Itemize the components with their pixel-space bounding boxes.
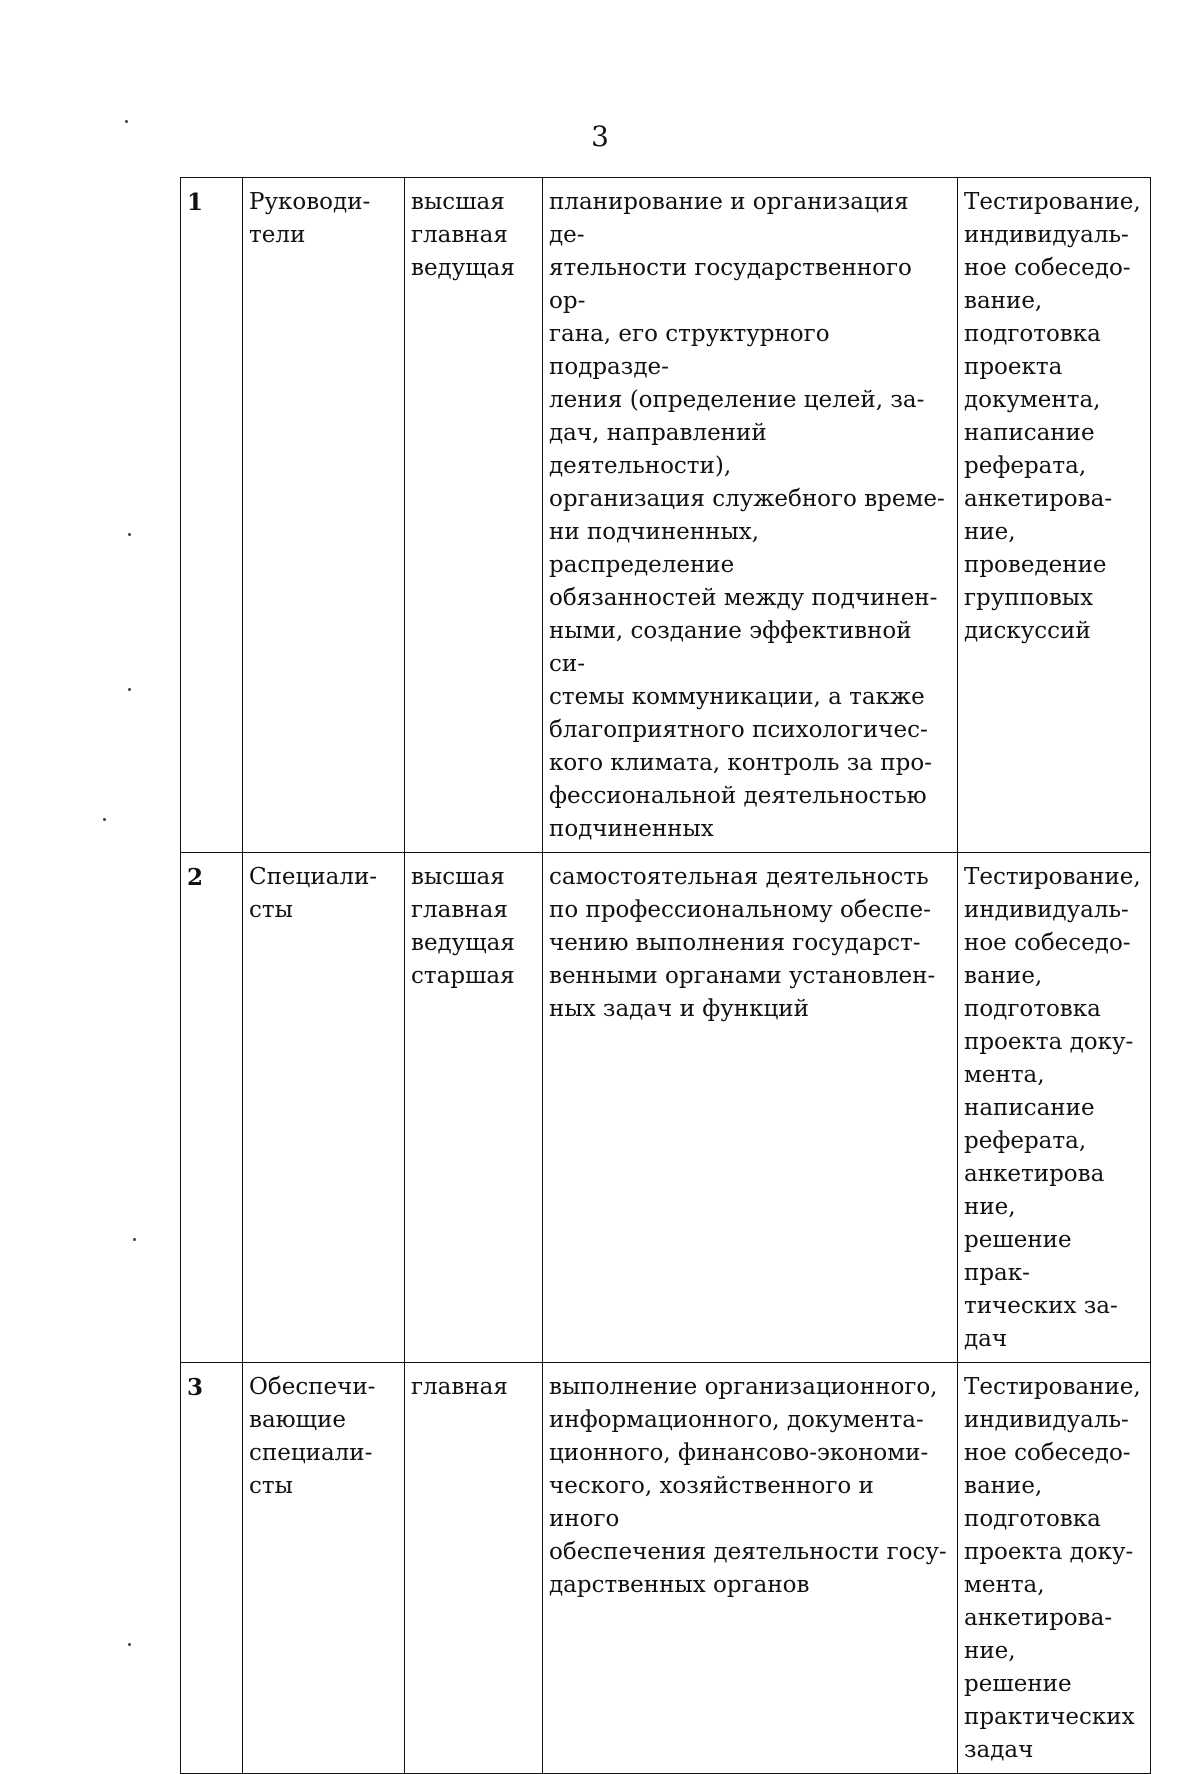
position-categories-cell: высшая главная ведущая старшая (405, 853, 543, 1363)
scan-speck (133, 1238, 136, 1241)
assessment-methods-cell: Тестирование, индивидуаль- ное собеседо- вание, подготовка проекта доку- мента, анкетирова- ние, решение практических задач (958, 1363, 1151, 1774)
position-group-cell: Руководи- тели (243, 178, 405, 853)
functions-cell: выполнение организационного, информационного, документа- ционного, финансово-экономи- ческого, хозяйственного и иного обеспечения деятельности госу- дарственных органов (543, 1363, 958, 1774)
row-number-cell: 3 (181, 1363, 243, 1774)
table-row (181, 1363, 1151, 1774)
scan-speck (128, 688, 131, 691)
position-categories-cell: главная (405, 1363, 543, 1774)
functions-cell: самостоятельная деятельность по профессиональному обеспе- чению выполнения государст- венными органами установлен- ных задач и функций (543, 853, 958, 1363)
scan-speck (128, 1643, 131, 1646)
position-categories-cell: высшая главная ведущая (405, 178, 543, 853)
position-group-cell: Специали- сты (243, 853, 405, 1363)
assessment-methods-cell: Тестирование, индивидуаль- ное собеседо- вание, подготовка проекта документа, написание реферата, анкетирова- ние, проведение групповых дискуссий (958, 178, 1151, 853)
requirements-table (180, 177, 1151, 1774)
table-row (181, 178, 1151, 853)
page-number: 3 (591, 120, 609, 153)
scan-speck (128, 533, 131, 536)
functions-cell: планирование и организация де- ятельности государственного ор- гана, его структурного подразде- ления (определение целей, за- дач, направлений деятельности), организация служебного време- ни подчиненных, распределение обязанностей между подчинен- ными, создание эффективной си- стемы коммуникации, а также благоприятного психологичес- кого климата, контроль за про- фессиональной деятельностью подчиненных (543, 178, 958, 853)
table-row (181, 853, 1151, 1363)
scan-speck (125, 120, 128, 123)
assessment-methods-cell: Тестирование, индивидуаль- ное собеседо- вание, подготовка проекта доку- мента, написание реферата, анкетирова ние, решение прак- тических за- дач (958, 853, 1151, 1363)
position-group-cell: Обеспечи- вающие специали- сты (243, 1363, 405, 1774)
scan-speck (103, 818, 106, 821)
row-number-cell: 2 (181, 853, 243, 1363)
row-number-cell: 1 (181, 178, 243, 853)
